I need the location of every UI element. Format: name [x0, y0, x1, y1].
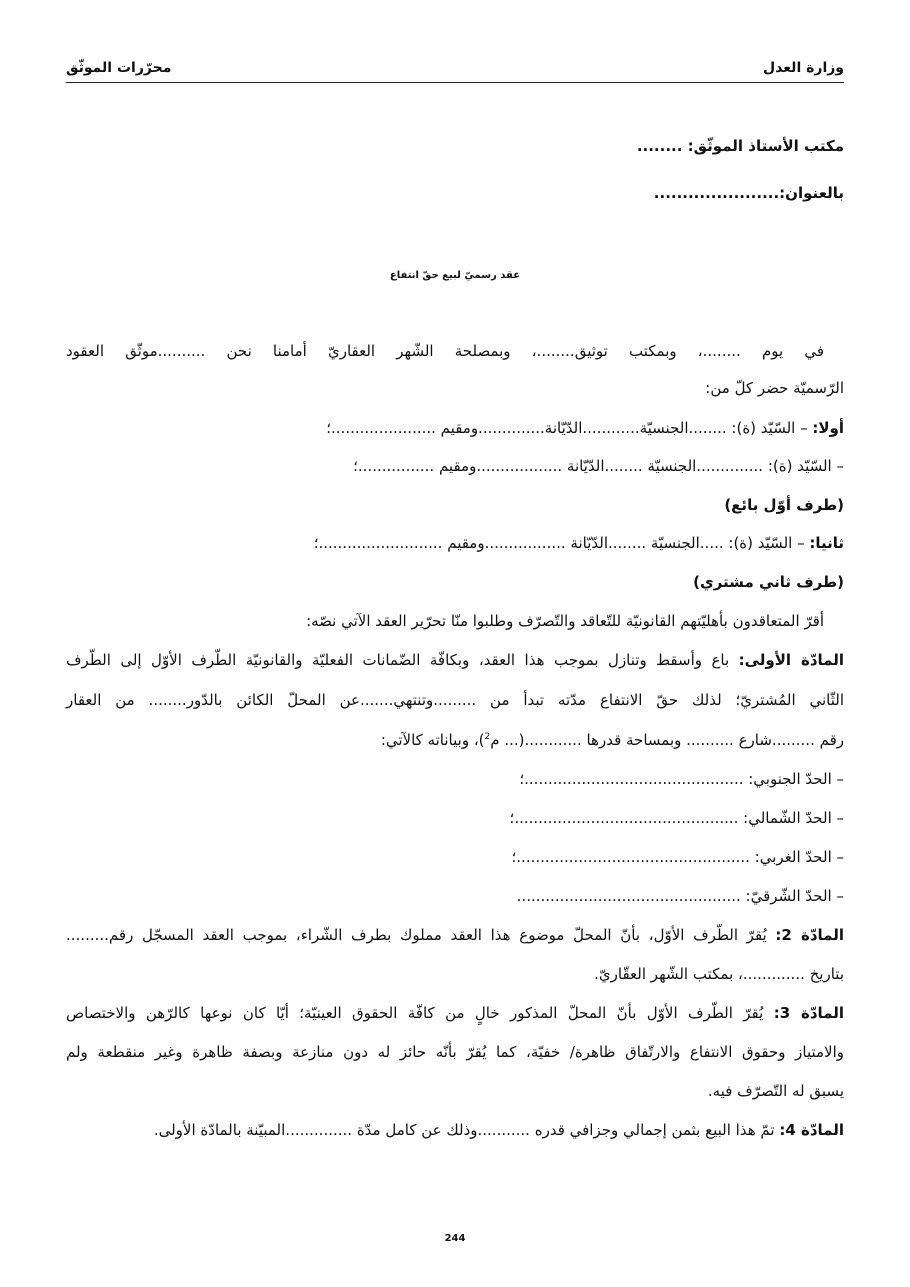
article-3-line-2: والامتياز وحقوق الانتفاع والارتّفاق ظاهرة/ خفيّة، كما يُقرّ بأنّه حائز له دون منازعة وبصفة ظاهرة وغير منقطعة ولم	[66, 1043, 844, 1061]
second-party-buyer	[314, 533, 844, 553]
article-3-label: المادّة 3:	[773, 1004, 844, 1022]
square-meter-superscript: 2	[484, 732, 491, 742]
article-3-line-3: يسبق له التّصرّف فيه.	[707, 1082, 844, 1100]
first-party-seller-1	[326, 418, 844, 438]
buyer-details: – السّيّد (ة): .....الجنسيّة ........الدّيّانة .................ومقيم ..........................؛	[313, 534, 810, 552]
intro-line-2: الرّسميّة حضر كلّ من:	[705, 379, 844, 397]
address-line: بالعنوان:......................	[653, 184, 844, 202]
header-series-title: محرّرات الموثّق	[66, 60, 172, 76]
east-boundary: – الحدّ الشّرقيّ: ...............................................	[516, 887, 844, 905]
south-boundary: – الحدّ الجنوبي: ..............................................؛	[519, 770, 844, 788]
seller-1-details: – السّيّد (ة): ........الجنسيّة............الدّيّانة..............ومقيم ......................؛	[326, 419, 813, 437]
north-boundary: – الحدّ الشّمالي: ...............................................؛	[509, 809, 844, 827]
article-1-line-3: رقم .........شارع .......... وبمساحة قدرها ............(... م$^2$)، وبياناته كالآتي:	[380, 731, 844, 749]
article-2-line-2: بتاريخ .............، بمكتب الشّهر العقّاريّ.	[594, 965, 844, 983]
page-number: 244	[444, 1233, 466, 1244]
article-4-label: المادّة 4:	[779, 1121, 844, 1139]
west-boundary: – الحدّ الغربي: .................................................؛	[511, 848, 844, 866]
article-1-line-1: المادّة الأولى: باع وأسقط وتنازل بموجب هذا العقد، وبكافّة الضّمانات الفعليّة والقانونيّة الطّرف الأوّل إلى الطّرف	[66, 651, 844, 669]
article-1-label: المادّة الأولى:	[738, 651, 844, 669]
article-2-label: المادّة 2:	[775, 926, 844, 944]
article-4-line-1: المادّة 4: تمّ هذا البيع بثمن إجمالي وجزافي قدره ...........وذلك عن كامل مدّة ..............المبيّنة بالمادّة الأولى.	[153, 1121, 844, 1139]
article-3-line-1: المادّة 3: يُقرّ الطّرف الأوّل بأنّ المحلّ المذكور خالٍ من كافّة الحقوق العينيّة؛ أيّا كان نوعها كالرّهن والاختصاص	[66, 1004, 844, 1022]
first-party-seller-2: – السّيّد (ة): ..............الجنسيّة ........الدّيّانة ..................ومقيم ................؛	[353, 457, 844, 475]
second-party-label: ثانيا:	[809, 534, 844, 552]
article-2-line-1: المادّة 2: يُقرّ الطّرف الأوّل، بأنّ المحلّ موضوع هذا العقد مملوك بطرف الشّراء، بموجب العقد المسجّل رقم.........	[66, 926, 844, 944]
first-party-role: (طرف أوّل بائع)	[724, 496, 844, 514]
page-header	[66, 58, 844, 83]
first-party-label: أولا:	[812, 419, 844, 437]
header-ministry: وزارة العدل	[763, 60, 844, 76]
article-1-line-2: الثّاني المُشتريّ؛ لذلك حقّ الانتفاع مدّته تبدأ من .........وتنتهي.......عن المحلّ الكائن بالدّور........ من العقار	[66, 691, 844, 709]
second-party-role: (طرف ثاني مشتري)	[693, 573, 844, 591]
acknowledgement-line: أقرّ المتعاقدون بأهليّتهم القانونيّة للتّعاقد والتّصرّف وطلبوا منّا تحرّير العقد الآتي نصّه:	[306, 612, 824, 630]
intro-line-1: في يوم ........، وبمكتب توثيق........، وبمصلحة الشّهر العقاريّ أمامنا نحن ..........موثّق العقود	[66, 342, 824, 360]
contract-title: عقد رسميّ لبيع حقّ انتفاع	[389, 270, 521, 281]
notary-office-line: مكتب الأستاذ الموثّق: ........	[636, 137, 844, 155]
